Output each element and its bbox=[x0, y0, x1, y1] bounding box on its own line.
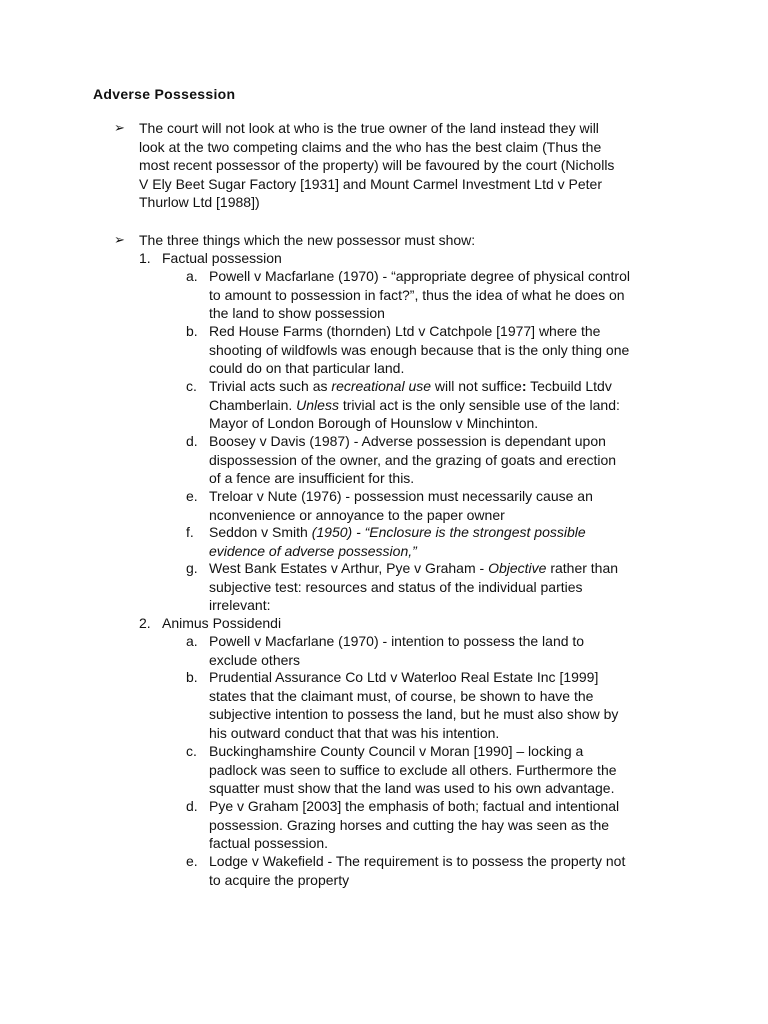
text-line: most recent possessor of the property) will be favoured by the court (Nicholls bbox=[139, 157, 615, 173]
text-line: shooting of wildfowls was enough because that is the only thing one bbox=[209, 341, 630, 358]
italic-text: evidence of adverse possession,” bbox=[209, 542, 417, 559]
list-letter: f. bbox=[186, 524, 194, 540]
list-item bbox=[209, 432, 679, 488]
text-line: V Ely Beet Sugar Factory [1931] and Mount Carmel Investment Ltd v Peter bbox=[139, 175, 603, 192]
text-span: trivial act is the only sensible use of the land: bbox=[338, 396, 620, 413]
italic-text: (1950) - “Enclosure is the strongest possible bbox=[311, 524, 586, 540]
text-line: of a fence are insufficient for this. bbox=[209, 470, 415, 486]
list-letter: b. bbox=[186, 669, 198, 685]
text-line: Prudential Assurance Co Ltd v Waterloo Real Estate Inc [1999] bbox=[209, 669, 599, 685]
text-line: Mayor of London Borough of Hounslow v Minchinton. bbox=[209, 415, 539, 431]
list-item bbox=[209, 523, 679, 560]
list-number: 1. bbox=[139, 250, 151, 266]
list-item bbox=[209, 377, 679, 433]
italic-text: recreational use bbox=[331, 378, 432, 394]
list-item bbox=[209, 632, 679, 669]
list-letter: c. bbox=[186, 378, 197, 394]
section-heading-factual: Factual possession bbox=[162, 250, 282, 266]
text-line: subjective intention to possess the land, but he must also show by bbox=[209, 706, 619, 722]
list-item bbox=[209, 668, 679, 742]
text-line: look at the two competing claims and the who has the best claim (Thus the bbox=[139, 138, 602, 155]
list-item bbox=[209, 559, 679, 615]
list-item bbox=[209, 322, 679, 378]
text-line: to amount to possession in fact?”, thus the idea of what he does on bbox=[209, 286, 625, 303]
text-line: the land to show possession bbox=[209, 305, 385, 321]
list-letter: a. bbox=[186, 268, 198, 284]
text-line: exclude others bbox=[209, 651, 301, 668]
text-line: nconvenience or annoyance to the paper owner bbox=[209, 506, 505, 523]
list-letter: d. bbox=[186, 798, 198, 814]
section-heading-animus: Animus Possidendi bbox=[162, 615, 282, 631]
list-letter: c. bbox=[186, 743, 197, 759]
text-span: will not suffice bbox=[431, 378, 522, 394]
text-span: rather than bbox=[546, 560, 619, 576]
list-letter: e. bbox=[186, 853, 198, 869]
text-line: Powell v Macfarlane (1970) - intention to possess the land to bbox=[209, 633, 585, 649]
list-letter: b. bbox=[186, 323, 198, 339]
document-title: Adverse Possession bbox=[93, 86, 236, 102]
text-line: Red House Farms (thornden) Ltd v Catchpole [1977] where the bbox=[209, 323, 601, 339]
text-line: factual possession. bbox=[209, 835, 329, 851]
list-item bbox=[209, 742, 679, 798]
text-line: could do on that particular land. bbox=[209, 360, 405, 376]
list-number: 2. bbox=[139, 615, 151, 631]
text-line: squatter must show that the land was used to his own advantage. bbox=[209, 780, 615, 796]
text-line: Powell v Macfarlane (1970) - “appropriate degree of physical control bbox=[209, 268, 630, 284]
text-line: subjective test: resources and status of the individual parties bbox=[209, 578, 583, 595]
text-span: Trivial acts such as bbox=[209, 378, 332, 394]
text-line: irrelevant: bbox=[209, 597, 271, 613]
text-line bbox=[209, 377, 679, 396]
list-letter: a. bbox=[186, 633, 198, 649]
text-line bbox=[209, 542, 679, 561]
text-line: possession. Grazing horses and cutting the hay was seen as the bbox=[209, 816, 610, 833]
text-line: dispossession of the owner, and the grazing of goats and erection bbox=[209, 451, 617, 468]
arrow-bullet-icon: ➢ bbox=[114, 120, 125, 135]
italic-text: Unless bbox=[296, 396, 339, 413]
list-item bbox=[209, 797, 679, 853]
list-letter: e. bbox=[186, 488, 198, 504]
text-line bbox=[209, 396, 679, 415]
text-span: Tecbuild Ltdv bbox=[526, 378, 612, 394]
text-line: Treloar v Nute (1976) - possession must necessarily cause an bbox=[209, 488, 593, 504]
text-line: to acquire the property bbox=[209, 871, 350, 888]
bold-text: : bbox=[521, 378, 527, 394]
text-line: Buckinghamshire County Council v Moran [1990] – locking a bbox=[209, 743, 584, 759]
text-line: his outward conduct that that was his intention. bbox=[209, 724, 500, 741]
list-letter: g. bbox=[186, 560, 198, 576]
text-line: Thurlow Ltd [1988]) bbox=[139, 194, 260, 210]
list-item bbox=[209, 267, 679, 323]
paragraph-three-things: The three things which the new possessor must show: bbox=[139, 232, 476, 248]
text-line bbox=[209, 523, 679, 542]
text-line: padlock was seen to suffice to exclude all others. Furthermore the bbox=[209, 761, 617, 778]
paragraph-court-claims bbox=[139, 119, 679, 212]
text-span: West Bank Estates v Arthur, Pye v Graham - bbox=[209, 560, 489, 576]
text-line: states that the claimant must, of course, be shown to have the bbox=[209, 687, 594, 704]
text-line: Lodge v Wakefield - The requirement is to possess the property not bbox=[209, 853, 626, 869]
text-span: Chamberlain. bbox=[209, 396, 297, 413]
text-line bbox=[209, 559, 679, 578]
list-item bbox=[209, 487, 679, 524]
text-line: The court will not look at who is the true owner of the land instead they will bbox=[139, 120, 599, 136]
arrow-bullet-icon: ➢ bbox=[114, 232, 125, 247]
list-item bbox=[209, 852, 679, 889]
text-line: Pye v Graham [2003] the emphasis of both; factual and intentional bbox=[209, 798, 620, 814]
italic-text: Objective bbox=[488, 560, 547, 576]
text-line: Boosey v Davis (1987) - Adverse possession is dependant upon bbox=[209, 433, 606, 449]
text-span: Seddon v Smith bbox=[209, 524, 312, 540]
list-letter: d. bbox=[186, 433, 198, 449]
